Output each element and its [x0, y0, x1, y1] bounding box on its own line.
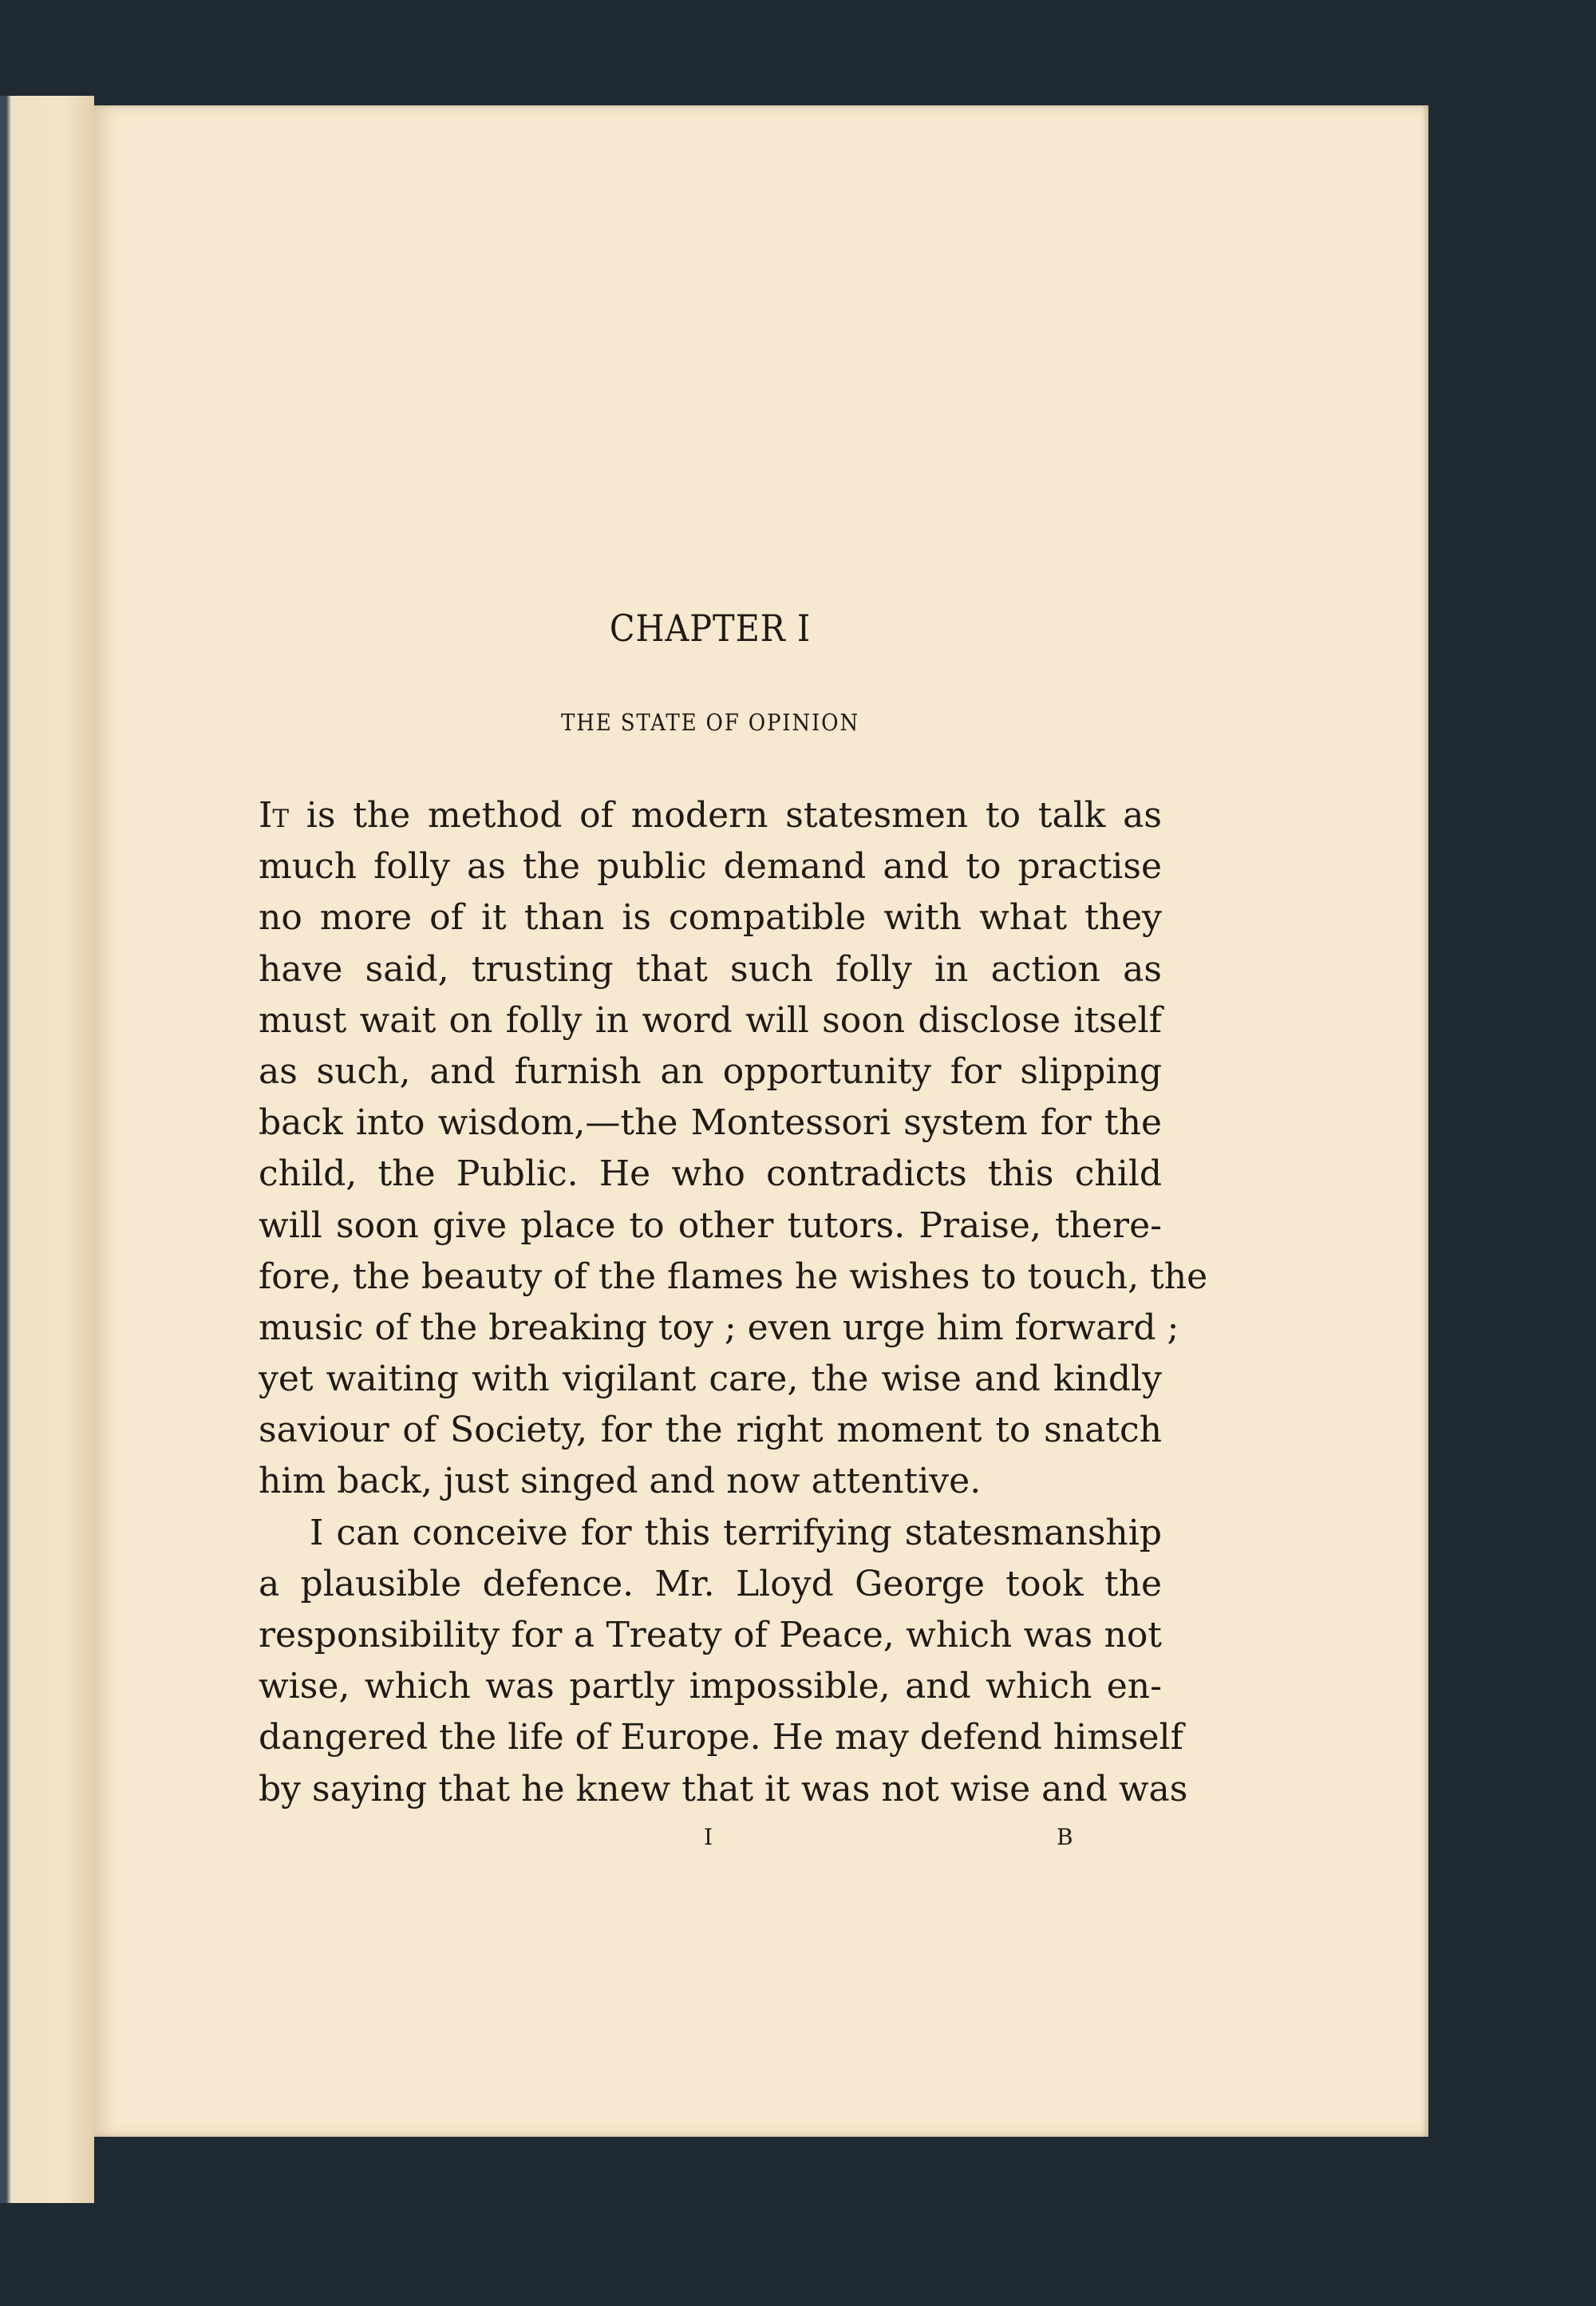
first-word: It [259, 795, 290, 836]
text-line: wise, which was partly impossible, and which en- [259, 1666, 1162, 1707]
signature-mark: B [1057, 1824, 1073, 1850]
text-line: as such, and furnish an opportunity for slipping [259, 1050, 1162, 1092]
text-line: child, the Public. He who contradicts this child [259, 1153, 1162, 1195]
text-line: dangered the life of Europe. He may defend himself [259, 1717, 1183, 1758]
text-line: back into wisdom,—the Montessori system for the [259, 1102, 1162, 1144]
text-line [259, 790, 1162, 841]
text-line: will soon give place to other tutors. Praise, there- [259, 1204, 1162, 1246]
text-line: yet waiting with vigilant care, the wise and kindly [259, 1359, 1162, 1400]
chapter-subtitle: THE STATE OF OPINION [560, 709, 860, 736]
body-text [259, 790, 1208, 1815]
chapter-title: CHAPTER I [609, 607, 812, 650]
text-line: no more of it than is compatible with what they [259, 897, 1162, 939]
text-line: I can conceive for this terrifying statesmanship [310, 1512, 1162, 1553]
text-line: responsibility for a Treaty of Peace, which was not [259, 1615, 1162, 1655]
page-number: I [704, 1824, 713, 1850]
text-line: have said, trusting that such folly in action as [259, 948, 1162, 990]
text-line: fore, the beauty of the flames he wishes to touch, the [259, 1256, 1208, 1297]
text-line: saviour of Society, for the right moment to snatch [259, 1410, 1162, 1451]
text-line: a plausible defence. Mr. Lloyd George took the [259, 1563, 1162, 1604]
left-page-edge [0, 96, 94, 2203]
text-line: him back, just singed and now attentive. [259, 1461, 982, 1502]
text-line: by saying that he knew that it was not wise and was [259, 1768, 1188, 1810]
text-line: music of the breaking toy ; even urge him forward ; [259, 1307, 1179, 1348]
text-line-content: is the method of modern statesmen to talk as [289, 795, 1162, 836]
text-line: must wait on folly in word will soon disclose itself [259, 999, 1162, 1041]
text-line: much folly as the public demand and to practise [259, 846, 1162, 888]
